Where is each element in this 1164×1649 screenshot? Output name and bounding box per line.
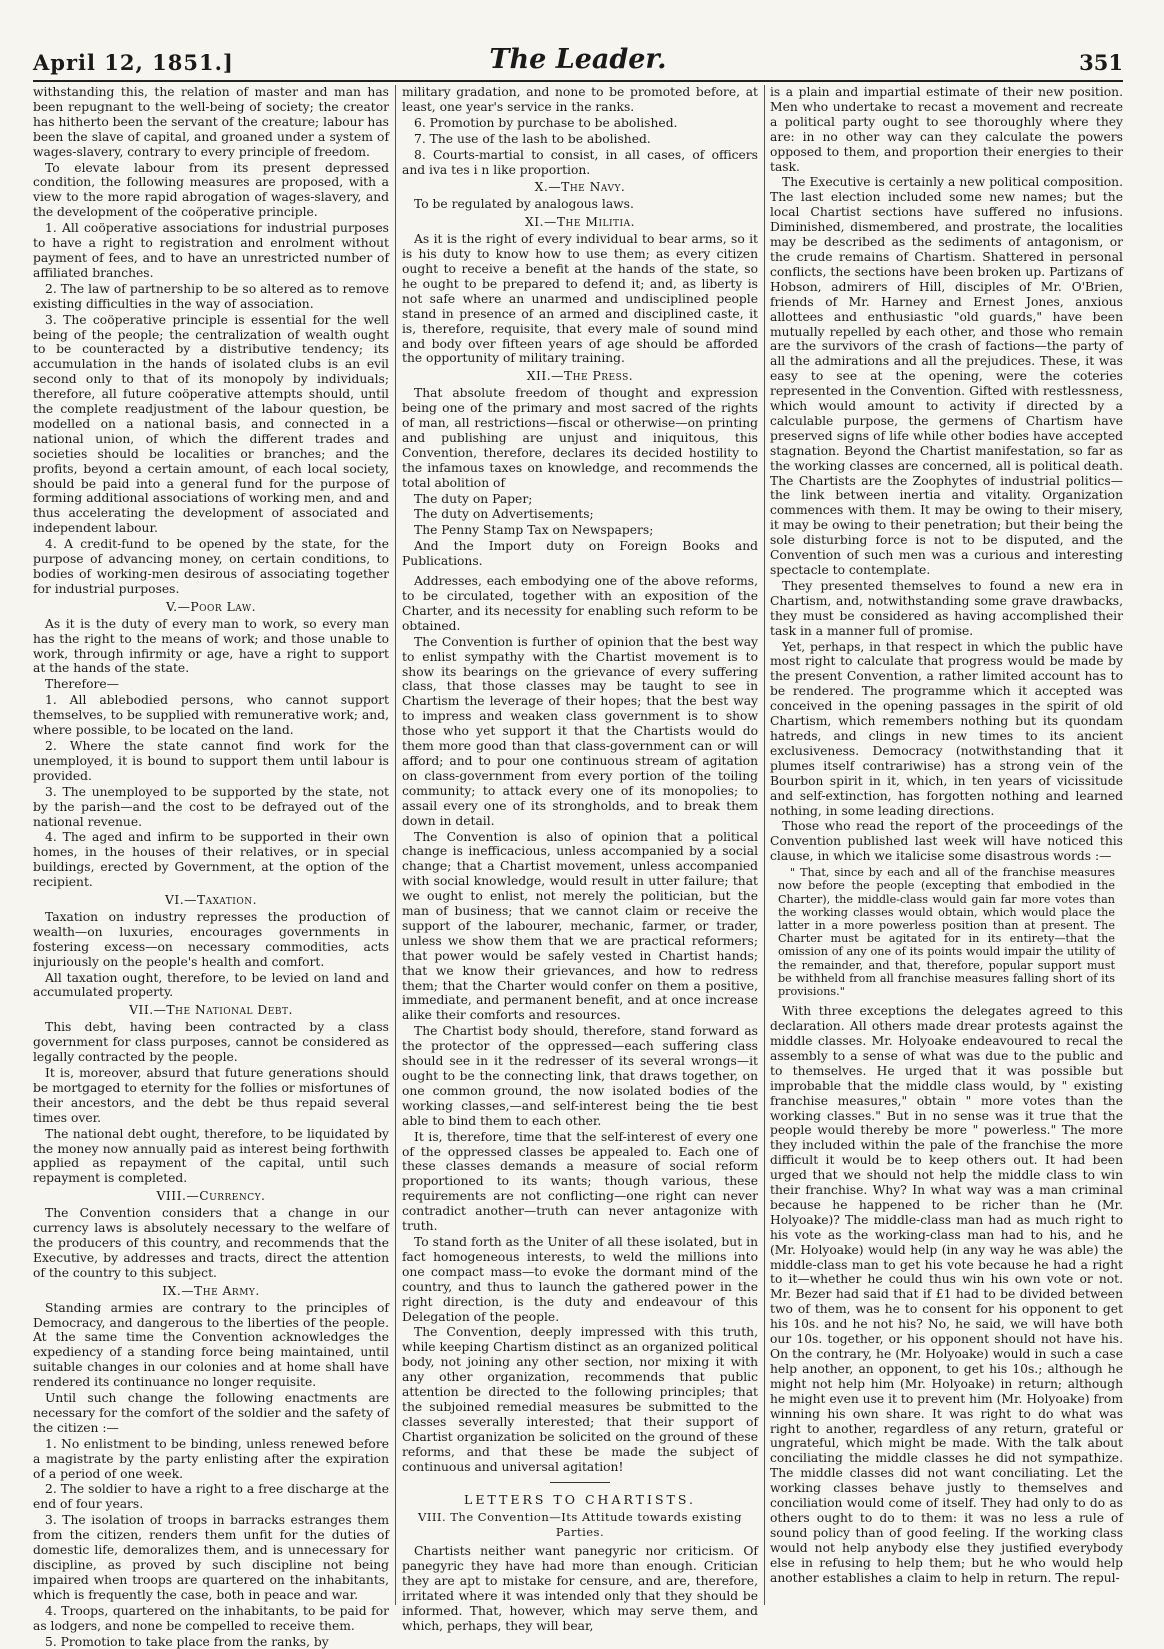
- paragraph: Standing armies are contrary to the principles of Democracy, and dangerous to the liberties of the people. At the same time the Convention acknowledges the expediency of a standing force being maintained, until suitable changes in our colonies and at home shall have rendered its continuance no longer requisite.: [33, 1300, 389, 1390]
- letters-heading: LETTERS TO CHARTISTS.: [464, 1492, 696, 1508]
- newspaper-title: The Leader.: [489, 44, 667, 75]
- paragraph: They presented themselves to found a new era in Chartism, and, notwithstanding some grave drawbacks, they must be considered as having accomplished their task in a manner full of promise.: [770, 578, 1123, 638]
- paragraph: All taxation ought, therefore, to be levied on land and accumulated property.: [33, 970, 389, 1000]
- list-item: The Penny Stamp Tax on Newspapers;: [414, 523, 654, 538]
- paragraph: This debt, having been contracted by a class government for class purposes, cannot be considered as legally contracted by the people.: [33, 1020, 389, 1065]
- issue-date: April 12, 1851.]: [33, 50, 234, 75]
- paragraph: 2. Where the state cannot find work for the unemployed, it is bound to support them until labour is provided.: [33, 738, 389, 783]
- column-divider-1: [395, 85, 396, 1605]
- paragraph: 1. No enlistment to be binding, unless renewed before a magistrate by the party enlisting after the expiration of a period of one week.: [33, 1436, 389, 1481]
- paragraph: It is, therefore, time that the self-interest of every one of the oppressed classes be appealed to. Each one of these classes demands a measure of social reform proportioned to its wants; though various, these requirements are not conflicting—one right can never contradict another—truth can never antagonize with truth.: [402, 1129, 758, 1234]
- paragraph: The Convention is further of opinion that the best way to enlist sympathy with the Chartist movement is to show its bearings on the grievance of every suffering class, that those classes may be taught to see in Chartism the leverage of their hopes; that the best way to impress and weaken class government is to show those who yet support it that the Chartists would do them more good than that class-government can or will afford; and to pour one continuous stream of agitation on class-government from every portion of the toiling community; to attack every one of its monopolies; to assail every one of its strongholds, and to break them down in detail.: [402, 634, 758, 828]
- section-heading-militia: XI.—The Militia.: [525, 215, 635, 230]
- paragraph: Therefore—: [45, 677, 119, 692]
- paragraph: Yet, perhaps, in that respect in which the public have most right to calculate that progress would be made by the present Convention, a rather limited account has to be rendered. The programme which it accepted was conceived in the opening passages in the spirit of old Chartism, which remembers nothing but its quondam hatreds, and clings in new times to its ancient exclusiveness. Democracy (notwithstanding that it plumes itself contrariwise) has a strong vein of the Bourbon spirit in it, which, in ten years of vicissitude and self-extinction, has forgotten nothing and learned nothing, in some leading directions.: [770, 639, 1123, 818]
- paragraph: withstanding this, the relation of master and man has been repugnant to the well-being of society; the creator has hitherto been the servant of the creature; labour has been the slave of capital, and groaned under a system of wages-slavery, contrary to every principle of freedom.: [33, 85, 389, 159]
- paragraph: To stand forth as the Uniter of all these isolated, but in fact homogeneous interests, to weld the millions into one compact mass—to evoke the dormant mind of the country, and thus to launch the gathered power in the right direction, is the duty and endeavour of this Delegation of the people.: [402, 1234, 758, 1324]
- list-item: The duty on Paper;: [414, 491, 533, 506]
- section-heading-currency: VIII.—Currency.: [156, 1189, 266, 1204]
- column-divider-2: [764, 85, 765, 1605]
- paragraph: With three exceptions the delegates agreed to this declaration. All others made drear protests against the middle classes. Mr. Holyoake endeavoured to recal the assembly to a sense of what was due to the public and to themselves. He urged that it was possible but improbable that the middle class would, by " existing franchise measures," obtain " more votes than the working classes." But in no sense was it true that the people would thereby be more " powerless." The more they included within the pale of the franchise the more difficult it would be to keep others out. It had been urged that we should not help the middle class to win their franchise. Why? In what way was a man criminal because he happened to be richer than he (Mr. Holyoake)? The middle-class man had as much right to his vote as the working-class man had to his, and he (Mr. Holyoake) would help (in any way he was able) the middle-class man to get his vote because he had a right to it—whether he could thus win his own vote or not. Mr. Bezer had said that if £1 had to be divided between two of them, was he to consent for his opponent to get his 10s. and he not his? No, he said, we will have both our 10s. together, or his opponent should not have his. On the contrary, he (Mr. Holyoake) would in such a case help another, an opponent, to get his 10s.; although he might not help him (Mr. Holyoake) in return; although he might even use it to prevent him (Mr. Holyoake) from winning his own share. It was right to do what was right to another, regardless of any return, grateful or ungrateful, which might be made. With the talk about conciliating the middle classes he did not sympathize. The middle classes did not want conciliating. Let the working classes behave justly to themselves and conciliation would come of itself. They had only to do as others ought to do to them: it was no less a rule of sound policy than of good feeling. If the working class would not help anybody else they justified everybody else in refusing to help them; but he who would help another establishes a claim to help in return. The repul-: [770, 1004, 1123, 1585]
- paragraph: 1. All ablebodied persons, who cannot support themselves, to be supplied with remunerative work; and, where possible, to be located on the land.: [33, 693, 389, 738]
- paragraph: 4. The aged and infirm to be supported in their own homes, in the houses of their relatives, or in special buildings, erected by Government, at the option of the recipient.: [33, 830, 389, 890]
- paragraph: 1. All coöperative associations for industrial purposes to have a right to registration and enrolment without payment of fees, and to have an unrestricted number of affiliated branches.: [33, 221, 389, 280]
- paragraph: 6. Promotion by purchase to be abolished.: [414, 115, 678, 130]
- paragraph: To be regulated by analogous laws.: [414, 197, 634, 212]
- section-heading-national-debt: VII.—The National Debt.: [129, 1003, 293, 1018]
- paragraph: Addresses, each embodying one of the above reforms, to be circulated, together with an exposition of the Charter, and its necessity for enabling such reform to be obtained.: [402, 574, 758, 633]
- paragraph: The Executive is certainly a new political composition. The last election included some new names; but the local Chartist sections have suffered no infusions. Diminished, dismembered, and prostrate, the localities may be described as the sediments of antagonism, or the crude remains of Chartism. Shattered in personal conflicts, the sections have been broken up. Partizans of Hobson, admirers of Hill, disciples of Mr. O'Brien, friends of Mr. Harney and Ernest Jones, anxious allottees and enthusiastic "old guards," have been mutually repelled by each other, and those who remain are the survivors of the crash of factions—the party of all the admirations and all the prejudices. These, it was easy to see at the opening, were the coteries represented in the Convention. Gifted with restlessness, which would amount to activity if directed by a calculable purpose, the germens of Chartism have preserved signs of life while other bodies have accepted stagnation. Beyond the Chartist manifestation, so far as the working classes are concerned, all is political death. The Chartists are the Zoophytes of industrial politics—the link between inertia and vitality. Organization commences with them. It may be owing to their misery, it may be owing to their penetration; but their being the sole disturbing force is not to be disputed, and the Convention of such men was a curious and interesting spectacle to contemplate.: [770, 175, 1123, 577]
- paragraph: 3. The unemployed to be supported by the state, not by the parish—and the cost to be defrayed out of the national revenue.: [33, 784, 389, 829]
- paragraph: 5. Promotion to take place from the ranks, by: [45, 1634, 329, 1649]
- column-3: [770, 85, 1123, 1605]
- list-item: And the Import duty on Foreign Books and Publications.: [402, 539, 758, 569]
- section-heading-press: XII.—The Press.: [526, 369, 634, 384]
- block-quote: " That, since by each and all of the franchise measures now before the people (excepting that embodied in the Charter), the middle-class would gain far more votes than the working classes would obtain, which would place the latter in a more powerless position than at present. The Charter must be agitated for in its entirety—that the omission of any one of its points would impair the utility of the remainder, and that, therefore, popular support must be withheld from all franchise measures falling short of its provisions.": [778, 866, 1115, 998]
- paragraph: 8. Courts-martial to consist, in all cases, of officers and iva tes i n like proportion.: [402, 147, 758, 177]
- section-heading-poor-law: V.—Poor Law.: [165, 599, 257, 614]
- header-rule: [33, 80, 1123, 82]
- page-number: 351: [1079, 50, 1123, 75]
- paragraph: 4. Troops, quartered on the inhabitants, to be paid for as lodgers, and none be compelled to receive them.: [33, 1603, 389, 1633]
- paragraph: 4. A credit-fund to be opened by the state, for the purpose of advancing money, on certain conditions, to bodies of working-men desirous of associating together for industrial purposes.: [33, 537, 389, 596]
- paragraph: That absolute freedom of thought and expression being one of the primary and most sacred of the rights of man, all restrictions—fiscal or otherwise—on printing and publishing are unjust and iniquitous, this Convention, therefore, declares its decided hostility to the infamous taxes on knowledge, and recommends the total abolition of: [402, 386, 758, 490]
- paragraph: Those who read the report of the proceedings of the Convention published last week will have noticed this clause, in which we italicise some disastrous words :—: [770, 819, 1123, 864]
- paragraph: Until such change the following enactments are necessary for the comfort of the soldier and the safety of the citizen :—: [33, 1391, 389, 1435]
- paragraph: 2. The law of partnership to be so altered as to remove existing difficulties in the way of association.: [33, 281, 389, 311]
- paragraph: As it is the right of every individual to bear arms, so it is his duty to know how to use them; as every citizen ought to receive a benefit at the hands of the state, so he ought to be prepared to defend it; and, as liberty is not safe where an unarmed and undisciplined people stand in presence of an armed and disciplined caste, it is, therefore, requisite, that every male of sound mind and body over fifteen years of age should be afforded the opportunity of military training.: [402, 232, 758, 366]
- list-item: The duty on Advertisements;: [414, 507, 594, 522]
- paragraph: 3. The isolation of troops in barracks estranges them from the citizen, renders them unfit for the duties of domestic life, demoralizes them, and is unnecessary for discipline, as proved by such discipline not being impaired when troops are quartered on the inhabitants, which is frequently the case, both in peace and war.: [33, 1513, 389, 1602]
- paragraph: Chartists neither want panegyric nor criticism. Of panegyric they have had more than enough. Critician they are apt to mistake for censure, and are, therefore, irritated where it was intended only that they should be informed. That, however, which may serve them, and which, perhaps, they will bear,: [402, 1544, 758, 1633]
- paragraph: Taxation on industry represses the production of wealth—on luxuries, encourages governments in fostering excess—on necessary commodities, acts injuriously on the people's health and comfort.: [33, 909, 389, 969]
- paragraph: military gradation, and none to be promoted before, at least, one year's service in the ranks.: [402, 85, 758, 114]
- section-heading-taxation: VI.—Taxation.: [165, 893, 257, 908]
- letters-subheading: VIII. The Convention—Its Attitude towards existing Parties.: [418, 1510, 742, 1540]
- masthead: [33, 40, 1123, 80]
- section-heading-army: IX.—The Army.: [162, 1283, 260, 1298]
- paragraph: The Convention, deeply impressed with this truth, while keeping Chartism distinct as an organized political body, not joining any other section, nor mixing it with any other organization, recommends that public attention be directed to the following principles; that the subjoined remedial measures be submitted to the classes severally interested; that their support of Chartist organization be solicited on the ground of these reforms, and that these be made the subject of continuous and universal agitation!: [402, 1325, 758, 1474]
- column-1: [33, 85, 389, 1649]
- paragraph: The national debt ought, therefore, to be liquidated by the money now annually paid as interest being forthwith applied as repayment of the capital, until such repayment is completed.: [33, 1126, 389, 1186]
- paragraph: The Chartist body should, therefore, stand forward as the protector of the oppressed—each suffering class should see in it the redresser of its several wrongs—it ought to be the connecting link, that draws together, on one common ground, the now isolated bodies of the working classes,—and self-interest being the tie best able to bind them to each other.: [402, 1024, 758, 1128]
- paragraph: 7. The use of the lash to be abolished.: [414, 131, 651, 146]
- paragraph: The Convention is also of opinion that a political change is inefficacious, unless accompanied by a social change; that a Chartist movement, unless accompanied with social knowledge, would result in utter failure; that we ought to enlist, not merely the politician, but the man of business; that we cannot claim or receive the support of the labourer, mechanic, farmer, or trader, unless we show them that we are practical reformers; that power would be safely vested in Chartist hands; that we know their grievances, and how to redress them; that the Charter would confer on them a positive, immediate, and permanent benefit, and at once increase alike their comforts and resources.: [402, 829, 758, 1023]
- paragraph: 3. The coöperative principle is essential for the well being of the people; the centralization of wealth ought to be counteracted by a distributive tendency; its accumulation in the hands of isolated clubs is an evil second only to that of its monopoly by individuals; therefore, all future coöperative attempts should, until the complete readjustment of the labour question, be modelled on a national basis, and connected in a national union, of which the different trades and societies should be localities or branches; and the profits, beyond a certain amount, of each local society, should be paid into a general fund for the purpose of forming additional associations of working men, and and thus accelerating the development of associated and independent labour.: [33, 312, 389, 536]
- paragraph: To elevate labour from its present depressed condition, the following measures are proposed, with a view to the more rapid abrogation of wages-slavery, and the development of the coöperative principle.: [33, 160, 389, 220]
- paragraph: The Convention considers that a change in our currency laws is absolutely necessary to the welfare of the producers of this country, and recommends that the Executive, by addresses and tracts, direct the attention of the country to this subject.: [33, 1206, 389, 1280]
- column-2: [402, 85, 758, 1633]
- paragraph: 2. The soldier to have a right to a free discharge at the end of four years.: [33, 1482, 389, 1512]
- section-separator: [550, 1482, 610, 1483]
- paragraph: As it is the duty of every man to work, so every man has the right to the means of work; and those unable to work, through infirmity or age, have a right to support at the hands of the state.: [33, 616, 389, 676]
- section-heading-navy: X.—The Navy.: [534, 180, 626, 195]
- paragraph: It is, moreover, absurd that future generations should be mortgaged to eternity for the follies or misfortunes of their ancestors, and the debt be thus repaid several times over.: [33, 1066, 389, 1125]
- paragraph: is a plain and impartial estimate of their new position. Men who undertake to recast a movement and recreate a political party ought to see thoroughly where they are: in no other way can they calculate the powers opposed to them, and proportion their energies to their task.: [770, 85, 1123, 174]
